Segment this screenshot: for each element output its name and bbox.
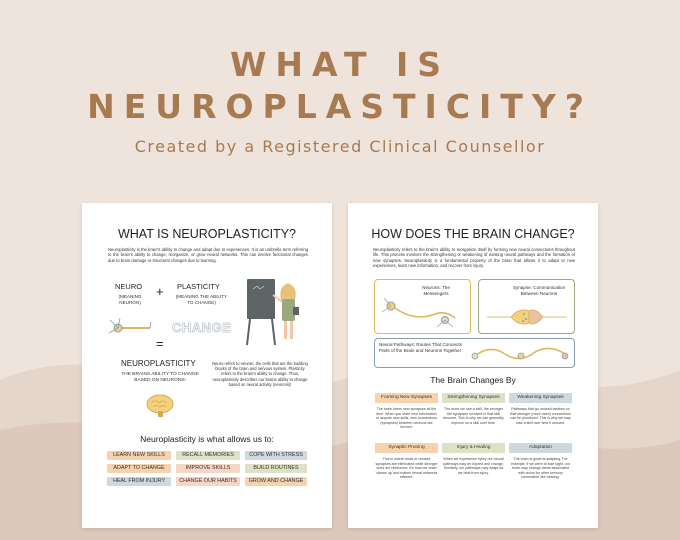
hero-title-line1: WHAT IS (229, 45, 451, 84)
brain-changes-heading: The Brain Changes By (430, 375, 516, 385)
chip-grow-and-change: GROW AND CHANGE (245, 477, 307, 486)
cell-weakening-synapses-body: Pathways that go unused weaken so that stronger (more used) connections can be prioritized. This is why we may lose a skill over time if unused. (510, 407, 571, 425)
chip-adapt-to-change: ADAPT TO CHANGE (107, 464, 171, 473)
synapse-illustration (487, 304, 567, 330)
chip-heal-from-injury: HEAL FROM INJURY (107, 477, 171, 486)
plasticity-meaning: (MEANING THE ABILITY TO CHANGE) (175, 294, 228, 306)
neuro-meaning: (MEANING NEURON) (118, 294, 142, 306)
neural-pathways-illustration (471, 342, 571, 364)
cell-injury-healing-title: Injury & Healing (442, 443, 505, 453)
chip-build-routines: BUILD ROUTINES (245, 464, 307, 473)
chip-cope-with-stress: COPE WITH STRESS (245, 451, 307, 460)
synapse-box (478, 279, 575, 334)
allows-heading: Neuroplasticity is what allows us to: (140, 434, 274, 444)
left-intro-text: Neuroplasticity is the brain's ability to change and adapt due to experiences. It is an umbrella term referring to the brain's ability to change, reorganize, or grow neural networks. This can involve functional changes due to brain damage or structural changes due to learning. (108, 247, 308, 263)
neural-pathways-box (374, 338, 575, 368)
girl-at-chalkboard-illustration (244, 277, 308, 347)
neurons-box (374, 279, 471, 334)
neuroplasticity-word: NEUROPLASTICITY (121, 359, 196, 368)
chip-recall-memories: RECALL MEMORIES (176, 451, 240, 460)
cell-strengthening-synapses-title: Strengthening Synapses (442, 393, 505, 403)
cell-injury-healing-body: When we experience injury our neural pathways may be injured and change. Similarly, our pathways may adapt as we heal from injury. (443, 457, 504, 475)
neuroplasticity-meaning: THE BRAINS ABILITY TO CHANGE BASED ON NEURONS! (121, 372, 199, 384)
cell-adaptation-title: Adaptation (509, 443, 572, 453)
plasticity-word: PLASTICITY (177, 282, 220, 291)
plus-sign: + (156, 284, 164, 299)
right-worksheet-page (348, 203, 598, 528)
neurons-illustration (379, 294, 465, 330)
left-page-title: WHAT IS NEUROPLASTICITY? (117, 227, 297, 241)
cell-forming-new-synapses-title: Forming New Synapses (375, 393, 438, 403)
brain-illustration (145, 394, 175, 418)
synapse-label: Synapse: Communication Between Neurons (512, 285, 566, 296)
equals-sign: = (156, 336, 164, 351)
neuro-plasticity-side-note: Neuro refers to neuron, the cells that are the building blocks of the brain and nervous system. Plasticity refers to the brain's ability to change. Thus, neuroplasticity describes our brains ability to change based on neural activity (neurons)! (212, 361, 308, 387)
cell-forming-new-synapses-body: The brain forms new synapses all the time. When you learn new information or acquire new skills, new connections (synapses) between neurons are formed. (375, 407, 438, 430)
chip-improve-skills: IMPROVE SKILLS (176, 464, 240, 473)
cell-weakening-synapses-title: Weakening Synapses (509, 393, 572, 403)
right-page-title: HOW DOES THE BRAIN CHANGE? (371, 227, 575, 241)
hero-title-line2: NEUROPLASTICITY? (87, 87, 593, 126)
neuron-illustration (108, 317, 152, 339)
neurons-label: Neurons: The Messengers (422, 285, 450, 296)
chip-learn-new-skills: LEARN NEW SKILLS (107, 451, 171, 460)
right-intro-text: Neuroplasticity refers to the brain's ability to reorganize itself by forming new neural connections throughout life. This process involves the strengthening or weakening of existing neural pathways and the formation of new synapses. Neuroplasticity is a fundamental property of the brain that allows it to adapt to new experiences, learn new information, and recover from injury. (373, 247, 575, 268)
cell-strengthening-synapses-body: The more we use a skill, the stronger the synapses involved in that skill become. This is why we can generally improve on a skill over time. (443, 407, 504, 425)
cell-synaptic-pruning-body: This is where weak or unused synapses are eliminated while stronger ones are reinforced. It's how our brain 'cleans up' and makes neural networks efficient. (375, 457, 438, 480)
left-worksheet-page (82, 203, 332, 528)
chip-change-our-habits: CHANGE OUR HABITS (176, 477, 240, 486)
neural-pathways-label: Neural Pathways: Routes That Connects Parts of the Brain and Neurons Together (379, 342, 462, 353)
neuro-word: NEURO (115, 282, 143, 291)
cell-synaptic-pruning-title: Synaptic Pruning (375, 443, 438, 453)
change-wordart: CHANGE (172, 320, 232, 335)
hero-subtitle: Created by a Registered Clinical Counsellor (134, 137, 546, 156)
cell-adaptation-body: The brain is great at adapting. For example, if we were to lose sight, our brain may change areas associated with vision for other sensory information like hearing. (510, 457, 571, 480)
